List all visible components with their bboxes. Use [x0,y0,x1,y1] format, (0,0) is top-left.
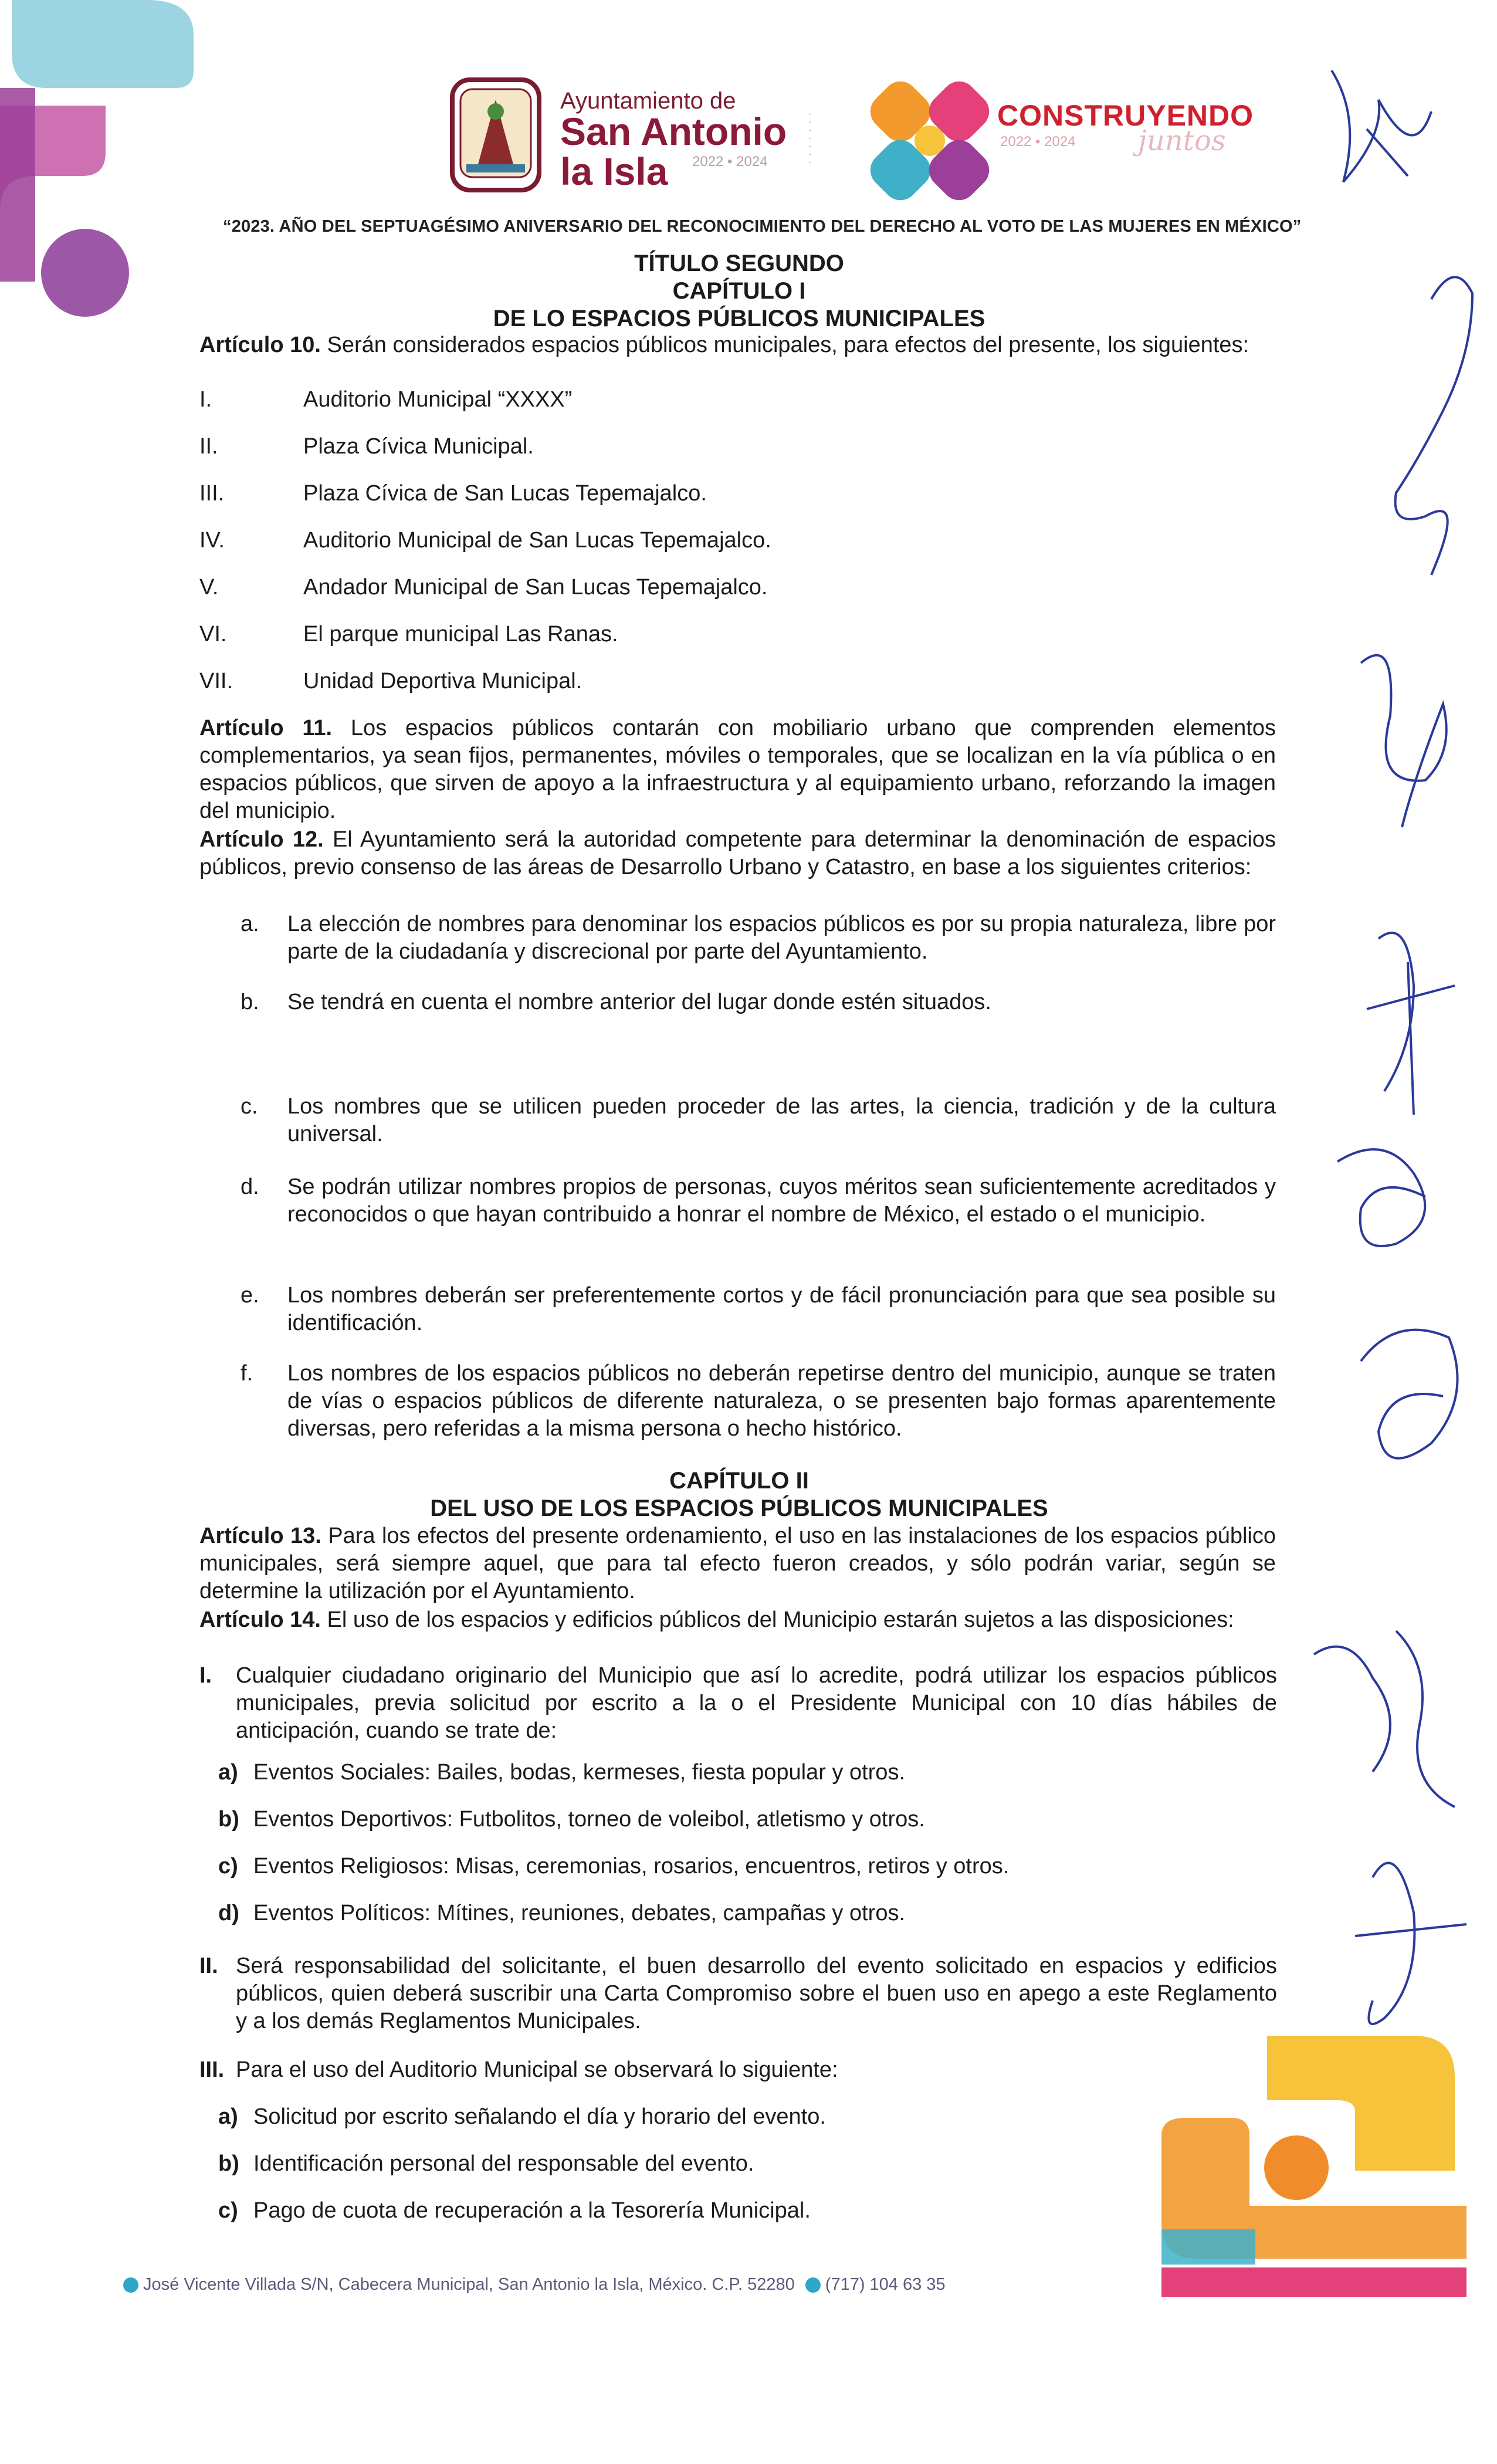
list-item-letter: d) [218,1901,239,1925]
construyendo-script: juntos [1138,124,1226,157]
vertical-divider-text: · · · · · · · [805,111,815,164]
list-item: Identificación personal del responsable del evento. [253,2151,754,2176]
list-item-letter: f. [241,1361,253,1386]
footer-phone-text: (717) 104 63 35 [825,2275,946,2294]
construyendo-logo [862,73,1003,208]
section-number: I. [199,1663,212,1688]
list-item: Eventos Religiosos: Misas, ceremonias, rosarios, encuentros, retiros y otros. [253,1854,1010,1879]
articulo-label: Artículo 10. [199,333,321,357]
footer-address [123,2275,946,2294]
section-number: III. [199,2057,225,2082]
articulo-text: Para los efectos del presente ordenamiento, el uso en las instalaciones de los espacios público municipales, será siempre aquel, que para tal efecto fueron creados, y sólo podrán variar, según se determine la utilización por el Ayuntamiento. [199,1524,1276,1603]
list-item: La elección de nombres para denominar los espacios públicos es por su propia naturaleza, libre por parte de la ciudadanía y discrecional por parte del Ayuntamiento. [287,912,1276,964]
list-item: Se podrán utilizar nombres propios de personas, cuyos méritos sean suficientemente acreditados y reconocidos o que hayan contribuido a honrar el nombre de México, el estado o el municipio. [287,1175,1276,1227]
section-number: II. [199,1954,218,1978]
list-item: Unidad Deportiva Municipal. [303,669,582,693]
location-pin-icon [123,2277,138,2293]
capitulo-heading: CAPÍTULO I [672,278,806,304]
list-item-letter: b) [218,2151,239,2176]
articulo-14 [199,1606,1276,1634]
list-item: Solicitud por escrito señalando el día y horario del evento. [253,2104,826,2129]
ayuntamiento-years: 2022 • 2024 [692,154,768,170]
list-item-number: VII. [199,669,233,693]
list-item: El parque municipal Las Ranas. [303,622,618,647]
list-item: Eventos Deportivos: Futbolitos, torneo de voleibol, atletismo y otros. [253,1807,925,1832]
construyendo-years: 2022 • 2024 [1000,134,1076,150]
municipality-name-line2: la Isla [560,150,668,193]
articulo-10 [199,331,1276,359]
articulo-label: Artículo 12. [199,827,324,852]
section-text: Cualquier ciudadano originario del Municipio que así lo acredite, podrá utilizar los espacios públicos municipales, previa solicitud por escrito a la o el Presidente Municipal con 10 días hábiles de anticipación, cuando se trate de: [236,1663,1277,1743]
titulo-heading: TÍTULO SEGUNDO [634,251,844,276]
municipal-crest-logo [449,76,543,194]
articulo-text: El Ayuntamiento será la autoridad competente para determinar la denominación de espacios públicos, previo consenso de las áreas de Desarrollo Urbano y Catastro, en base a los siguientes criterios: [199,827,1276,879]
list-item: Pago de cuota de recuperación a la Tesorería Municipal. [253,2198,811,2223]
list-item: Eventos Sociales: Bailes, bodas, kermeses, fiesta popular y otros. [253,1760,905,1785]
list-item-letter: c) [218,1854,238,1879]
ayuntamiento-pre-label: Ayuntamiento de [560,88,736,114]
list-item-number: III. [199,481,225,506]
list-item-letter: a. [241,912,259,936]
list-item-number: VI. [199,622,227,647]
list-item-number: II. [199,434,218,459]
articulo-12 [199,826,1276,881]
phone-icon [805,2277,821,2293]
list-item: Plaza Cívica Municipal. [303,434,534,459]
list-item: Los nombres que se utilicen pueden proceder de las artes, la ciencia, tradición y de la cultura universal. [287,1094,1276,1146]
year-motto: “2023. AÑO DEL SEPTUAGÉSIMO ANIVERSARIO DEL RECONOCIMIENTO DEL DERECHO AL VOTO DE LAS MUJERES EN MÉXICO” [223,217,1302,236]
list-item-letter: c) [218,2198,238,2223]
articulo-11 [199,715,1276,825]
list-item-number: IV. [199,528,225,553]
list-item-letter: a) [218,1760,238,1785]
list-item-letter: e. [241,1283,259,1308]
list-item-letter: b. [241,990,259,1014]
list-item-number: V. [199,575,219,600]
signatures-margin [1279,47,1490,2065]
list-item: Los nombres de los espacios públicos no deberán repetirse dentro del municipio, aunque se traten de vías o espacios públicos de diferente naturaleza, o se presenten bajo formas aparentemente diversas, pero referidas a la misma persona o hecho histórico. [287,1361,1276,1441]
construyendo-title: CONSTRUYENDO [997,99,1254,132]
list-item: Se tendrá en cuenta el nombre anterior del lugar donde estén situados. [287,990,991,1014]
municipality-name [560,111,787,191]
municipality-name-line1: San Antonio [560,110,787,153]
capitulo-name-heading: DE LO ESPACIOS PÚBLICOS MUNICIPALES [493,306,985,331]
list-item: Andador Municipal de San Lucas Tepemajalco. [303,575,768,600]
capitulo-name-heading: DEL USO DE LOS ESPACIOS PÚBLICOS MUNICIPALES [430,1495,1048,1521]
section-text: Será responsabilidad del solicitante, el buen desarrollo del evento solicitado en espacios y edificios públicos, quien deberá suscribir una Carta Compromiso sobre el buen uso en apego a este Reglamento y a los demás Reglamentos Municipales. [236,1954,1277,2033]
list-item-letter: a) [218,2104,238,2129]
articulo-13 [199,1522,1276,1605]
list-item-letter: b) [218,1807,239,1832]
articulo-label: Artículo 13. [199,1524,321,1548]
articulo-label: Artículo 11. [199,716,333,740]
list-item-letter: c. [241,1094,258,1119]
footer-address-text: José Vicente Villada S/N, Cabecera Municipal, San Antonio la Isla, México. C.P. 52280 [143,2275,795,2294]
articulo-text: Los espacios públicos contarán con mobiliario urbano que comprenden elementos complementarios, ya sean fijos, permanentes, móviles o temporales, que se localizan en la vía pública o en espacios públicos, que sirven de apoyo a la infraestructura y al equipamiento urbano, reforzando la imagen del municipio. [199,716,1276,823]
list-item-letter: d. [241,1175,259,1199]
articulo-text: El uso de los espacios y edificios públicos del Municipio estarán sujetos a las disposiciones: [320,1607,1234,1632]
list-item: Eventos Políticos: Mítines, reuniones, debates, campañas y otros. [253,1901,906,1925]
list-item: Los nombres deberán ser preferentemente cortos y de fácil pronunciación para que sea posible su identificación. [287,1283,1276,1335]
top-left-decoration [0,0,194,329]
section-text: Para el uso del Auditorio Municipal se observará lo siguiente: [236,2057,838,2082]
capitulo-heading: CAPÍTULO II [669,1468,809,1494]
list-item: Auditorio Municipal “XXXX” [303,387,573,412]
articulo-text: Serán considerados espacios públicos municipales, para efectos del presente, los siguientes: [320,333,1249,357]
list-item: Plaza Cívica de San Lucas Tepemajalco. [303,481,707,506]
articulo-label: Artículo 14. [199,1607,321,1632]
list-item-number: I. [199,387,212,412]
list-item: Auditorio Municipal de San Lucas Tepemajalco. [303,528,771,553]
